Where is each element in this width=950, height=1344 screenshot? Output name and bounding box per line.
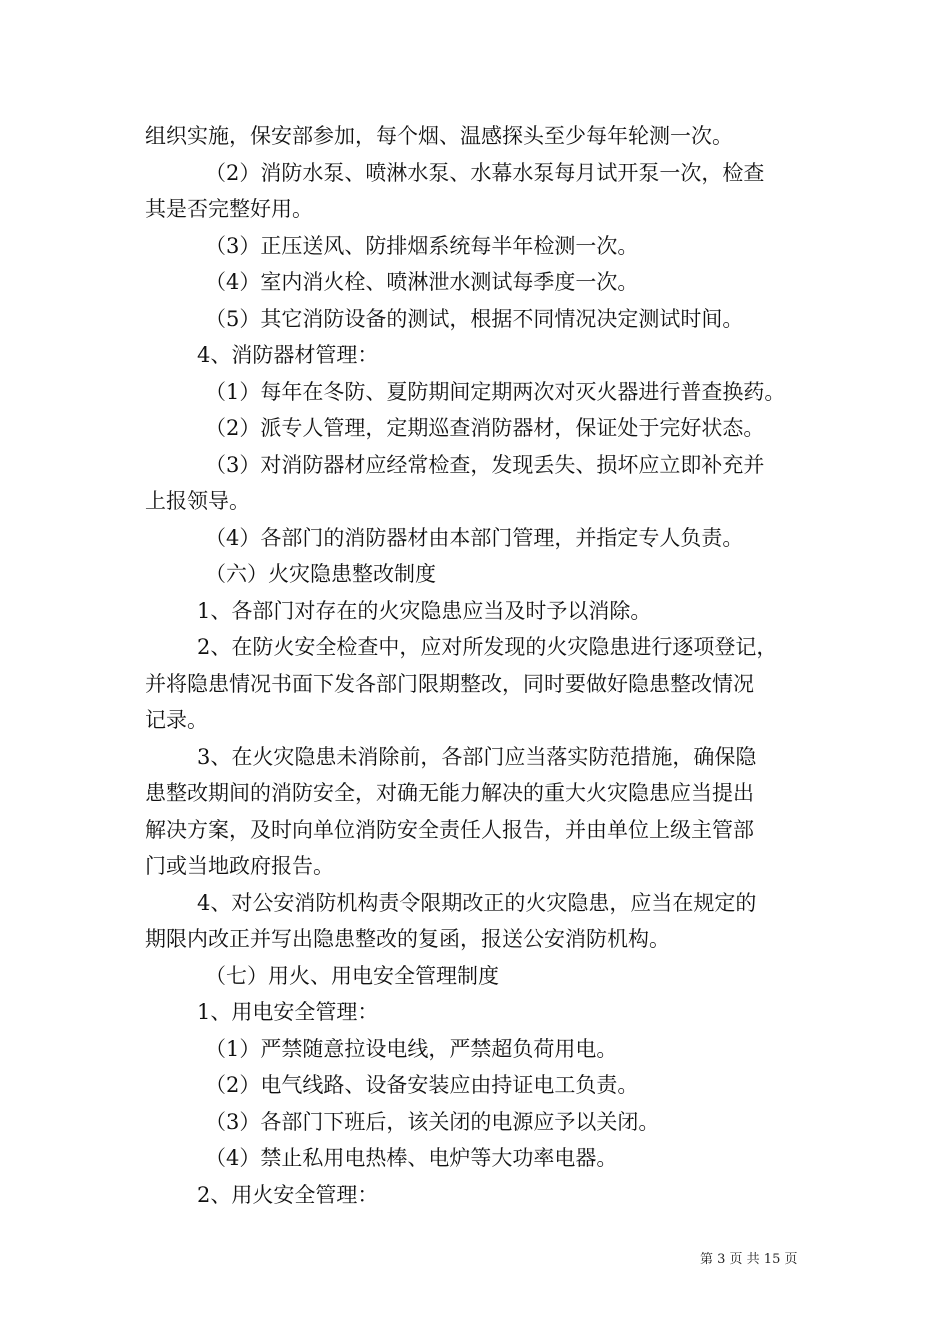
section-heading: 2、用火安全管理： [197, 1182, 379, 1207]
text-line: 门或当地政府报告。 [145, 854, 334, 878]
text-line: 4、对公安消防机构责令限期改正的火灾隐患，应当在规定的 [197, 890, 757, 915]
text-line: 并将隐患情况书面下发各部门限期整改，同时要做好隐患整改情况 [145, 671, 754, 696]
text-line: （4）室内消火栓、喷淋泄水测试每季度一次。 [205, 270, 639, 294]
text-line: （5）其它消防设备的测试，根据不同情况决定测试时间。 [205, 306, 744, 331]
text-line: （3）正压送风、防排烟系统每半年检测一次。 [205, 233, 639, 258]
section-heading: （七）用火、用电安全管理制度 [205, 963, 499, 988]
text-line: 记录。 [145, 708, 208, 732]
page-number: 第 3 页 共 15 页 [700, 1252, 798, 1267]
text-line: （2）消防水泵、喷淋水泵、水幕水泵每月试开泵一次，检查 [205, 160, 765, 185]
text-line: 期限内改正并写出隐患整改的复函，报送公安消防机构。 [145, 927, 670, 951]
text-line: 2、在防火安全检查中，应对所发现的火灾隐患进行逐项登记， [197, 635, 778, 659]
text-line: （3）各部门下班后，该关闭的电源应予以关闭。 [205, 1109, 660, 1134]
text-line: 组织实施，保安部参加，每个烟、温感探头至少每年轮测一次。 [145, 124, 733, 148]
section-heading: 4、消防器材管理： [197, 343, 379, 367]
text-line: （4）禁止私用电热棒、电炉等大功率电器。 [205, 1146, 618, 1170]
section-heading: 1、用电安全管理： [197, 1000, 379, 1024]
text-line: （1）每年在冬防、夏防期间定期两次对灭火器进行普查换药。 [205, 379, 786, 404]
text-line: （1）严禁随意拉设电线，严禁超负荷用电。 [205, 1036, 618, 1061]
text-line: 解决方案，及时向单位消防安全责任人报告，并由单位上级主管部 [145, 817, 754, 842]
section-heading: （六）火灾隐患整改制度 [205, 562, 436, 586]
text-line: 其是否完整好用。 [145, 197, 313, 221]
text-line: 1、各部门对存在的火灾隐患应当及时予以消除。 [197, 598, 652, 623]
text-line: 患整改期间的消防安全，对确无能力解决的重大火灾隐患应当提出 [145, 781, 754, 805]
text-line: （2）派专人管理，定期巡查消防器材，保证处于完好状态。 [205, 416, 765, 440]
text-line: （4）各部门的消防器材由本部门管理，并指定专人负责。 [205, 525, 744, 550]
document-body [145, 118, 810, 1213]
text-line: （3）对消防器材应经常检查，发现丢失、损坏应立即补充并 [205, 452, 765, 477]
text-line: 上报领导。 [145, 489, 250, 513]
text-line: 3、在火灾隐患未消除前，各部门应当落实防范措施，确保隐 [197, 744, 757, 769]
text-line: （2）电气线路、设备安装应由持证电工负责。 [205, 1073, 639, 1097]
